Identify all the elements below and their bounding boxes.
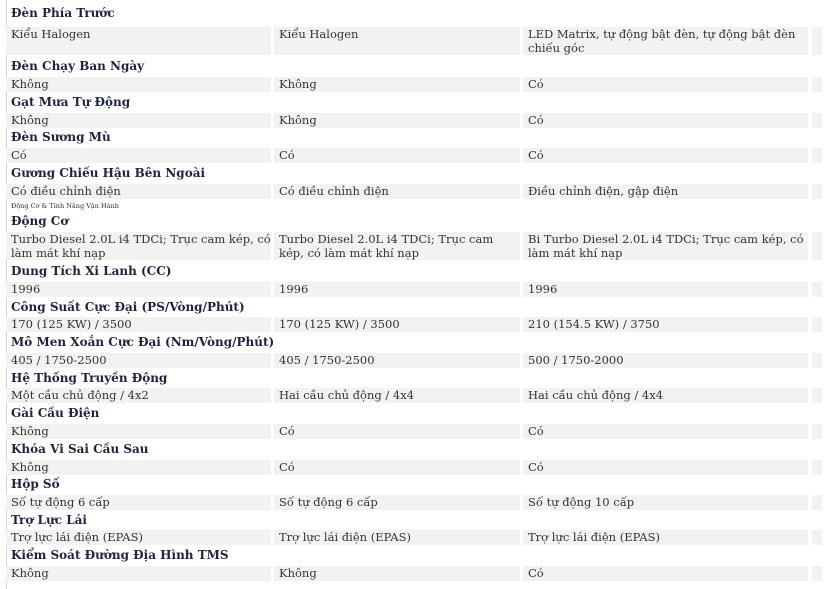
spec-title: Động Cơ bbox=[11, 214, 69, 228]
spec-title: Hộp Số bbox=[11, 477, 60, 491]
row-edge bbox=[812, 530, 822, 545]
spec-value-col-1: Có điều chỉnh điện bbox=[6, 184, 274, 199]
spec-value-col-2: Có điều chỉnh điện bbox=[274, 184, 523, 199]
spec-value-col-1: Không bbox=[6, 77, 274, 92]
spec-row bbox=[6, 184, 808, 199]
row-edge bbox=[812, 495, 822, 510]
spec-title: Mô Men Xoắn Cực Đại (Nm/Vòng/Phút) bbox=[11, 335, 275, 349]
spec-value-col-1: 1996 bbox=[6, 282, 274, 297]
row-edge bbox=[812, 460, 822, 475]
spec-value-col-2: Turbo Diesel 2.0L i4 TDCi; Trục cam kép, có làm mát khí nạp bbox=[274, 232, 523, 260]
spec-value-col-2: 1996 bbox=[274, 282, 523, 297]
spec-value-col-1: Một cầu chủ động / 4x2 bbox=[6, 388, 274, 403]
spec-title: Đèn Chạy Ban Ngày bbox=[11, 59, 145, 73]
spec-value-col-3: Có bbox=[523, 460, 808, 475]
row-edge bbox=[812, 282, 822, 297]
spec-title: Gương Chiếu Hậu Bên Ngoài bbox=[11, 166, 206, 180]
spec-value-col-1: Số tự động 6 cấp bbox=[6, 495, 274, 510]
spec-value-col-2: Không bbox=[274, 113, 523, 128]
spec-value-col-2: Số tự động 6 cấp bbox=[274, 495, 523, 510]
spec-title: Kiểm Soát Đường Địa Hình TMS bbox=[11, 548, 229, 562]
spec-value-col-3: Hai cầu chủ động / 4x4 bbox=[523, 388, 808, 403]
row-edge bbox=[812, 27, 822, 55]
spec-value-col-1: Không bbox=[6, 566, 274, 581]
spec-value-col-2: 170 (125 KW) / 3500 bbox=[274, 317, 523, 332]
spec-value-col-3: Trợ lực lái điện (EPAS) bbox=[523, 530, 808, 545]
spec-value-col-1: 170 (125 KW) / 3500 bbox=[6, 317, 274, 332]
spec-value-col-1: Không bbox=[6, 460, 274, 475]
row-edge bbox=[812, 424, 822, 439]
spec-value-col-3: Có bbox=[523, 424, 808, 439]
spec-title: Đèn Sương Mù bbox=[11, 130, 111, 144]
spec-value-col-1: Không bbox=[6, 113, 274, 128]
spec-value-col-3: LED Matrix, tự động bật đèn, tự động bật đèn chiếu góc bbox=[523, 27, 808, 55]
spec-value-col-3: 500 / 1750-2000 bbox=[523, 353, 808, 368]
spec-row bbox=[6, 388, 808, 403]
spec-title: Hệ Thống Truyền Động bbox=[11, 371, 168, 385]
spec-row bbox=[6, 530, 808, 545]
spec-value-col-2: Hai cầu chủ động / 4x4 bbox=[274, 388, 523, 403]
spec-title: Gài Cầu Điện bbox=[11, 406, 100, 420]
spec-row bbox=[6, 495, 808, 510]
spec-row bbox=[6, 566, 808, 581]
spec-value-col-3: 210 (154.5 KW) / 3750 bbox=[523, 317, 808, 332]
spec-title: Khóa Vi Sai Cầu Sau bbox=[11, 442, 149, 456]
row-edge bbox=[812, 77, 822, 92]
spec-row bbox=[6, 148, 808, 163]
spec-value-col-2: Có bbox=[274, 460, 523, 475]
spec-row bbox=[6, 77, 808, 92]
spec-title: Công Suất Cực Đại (PS/Vòng/Phút) bbox=[11, 300, 245, 314]
spec-value-col-3: 1996 bbox=[523, 282, 808, 297]
spec-title: Trợ Lực Lái bbox=[11, 513, 87, 527]
spec-value-col-3: Số tự động 10 cấp bbox=[523, 495, 808, 510]
spec-value-col-2: Có bbox=[274, 424, 523, 439]
spec-value-col-1: Kiểu Halogen bbox=[6, 27, 274, 55]
row-edge bbox=[812, 353, 822, 368]
spec-title: Dung Tích Xi Lanh (CC) bbox=[11, 264, 172, 278]
spec-value-col-3: Bi Turbo Diesel 2.0L i4 TDCi; Trục cam kép, có làm mát khí nạp bbox=[523, 232, 808, 260]
row-edge bbox=[812, 148, 822, 163]
spec-row bbox=[6, 282, 808, 297]
spec-value-col-3: Có bbox=[523, 113, 808, 128]
spec-row bbox=[6, 27, 808, 55]
spec-value-col-2: Không bbox=[274, 77, 523, 92]
spec-value-col-1: Trợ lực lái điện (EPAS) bbox=[6, 530, 274, 545]
spec-row bbox=[6, 113, 808, 128]
spec-value-col-1: Không bbox=[6, 424, 274, 439]
spec-row bbox=[6, 424, 808, 439]
spec-value-col-2: Không bbox=[274, 566, 523, 581]
spec-row bbox=[6, 232, 808, 260]
spec-value-col-1: Có bbox=[6, 148, 274, 163]
spec-row bbox=[6, 460, 808, 475]
row-edge bbox=[812, 232, 822, 260]
spec-value-col-2: 405 / 1750-2500 bbox=[274, 353, 523, 368]
spec-value-col-1: 405 / 1750-2500 bbox=[6, 353, 274, 368]
spec-row bbox=[6, 317, 808, 332]
spec-title: Gạt Mưa Tự Động bbox=[11, 95, 131, 109]
spec-value-col-2: Có bbox=[274, 148, 523, 163]
spec-value-col-3: Điều chỉnh điện, gập điện bbox=[523, 184, 808, 199]
spec-title: Đèn Phía Trước bbox=[11, 6, 115, 20]
row-edge bbox=[812, 566, 822, 581]
section-subnote: Động Cơ & Tính Năng Vận Hành bbox=[11, 202, 119, 210]
spec-value-col-1: Turbo Diesel 2.0L i4 TDCi; Trục cam kép, có làm mát khí nạp bbox=[6, 232, 274, 260]
row-edge bbox=[812, 317, 822, 332]
spec-value-col-3: Có bbox=[523, 77, 808, 92]
row-edge bbox=[812, 184, 822, 199]
spec-value-col-3: Có bbox=[523, 566, 808, 581]
spec-row bbox=[6, 353, 808, 368]
spec-value-col-2: Kiểu Halogen bbox=[274, 27, 523, 55]
row-edge bbox=[812, 388, 822, 403]
spec-value-col-3: Có bbox=[523, 148, 808, 163]
spec-value-col-2: Trợ lực lái điện (EPAS) bbox=[274, 530, 523, 545]
row-edge bbox=[812, 113, 822, 128]
